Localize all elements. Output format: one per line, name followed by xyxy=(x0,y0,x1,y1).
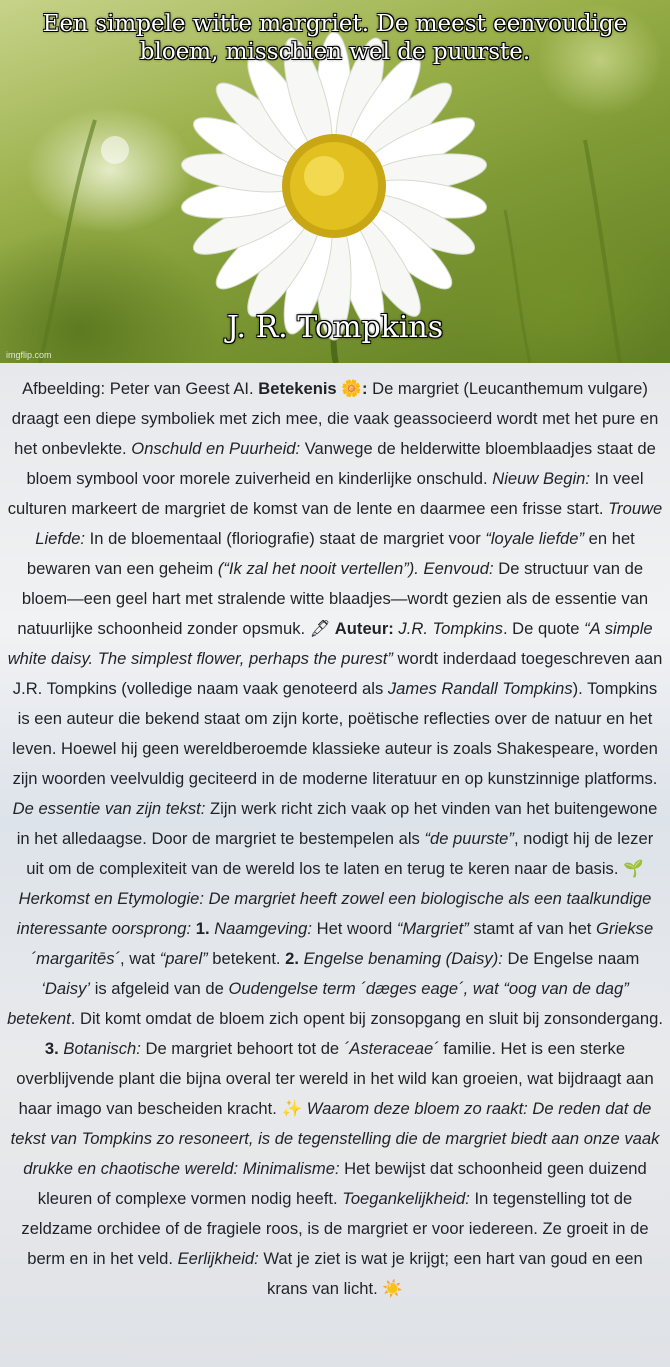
author-text-3: ). Tompkins is een auteur die bekend staat om zijn korte, poëtische reflecties over de natuur en het leven. Hoewel hij geen wereldberoemde klassieke auteur is zoals Shakespeare, worden zijn woorden veelvuldig geciteerd in de moderne literatuur en op kunstzinnige platforms. xyxy=(12,679,658,788)
image-author: J. R. Tompkins xyxy=(226,310,444,345)
access-label: Toegankelijkheid: xyxy=(342,1189,470,1208)
item1-text-3: , wat xyxy=(120,949,160,968)
essence-label: De essentie van zijn tekst: xyxy=(12,799,206,818)
origin-heading: Herkomst en Etymologie: De margriet heeft zowel een biologische als een taalkundige interessante oorsprong: xyxy=(16,889,652,938)
simplicity-label: Eenvoud: xyxy=(418,559,494,578)
item2-text-2: is afgeleid van de xyxy=(90,979,229,998)
new-beginning-text: In veel culturen markeert de margriet de komst van de lente en daarmee een frisse start. xyxy=(7,469,644,518)
author-quote: “A simple white daisy. The simplest flower, perhaps the purest” xyxy=(7,619,653,668)
item1-greek: Griekse ´margaritēs´ xyxy=(30,919,654,968)
item3-text-2: familie. Het is een sterke overblijvende plant die bijna overal ter wereld in het wild kan groeien, wat bijdraagt aan haar imago van bescheiden kracht. xyxy=(16,1039,654,1118)
item1-text-2: stamt af van het xyxy=(468,919,597,938)
loyal-love-quote: “loyale liefde” xyxy=(485,529,585,548)
why-text: Het bewijst dat schoonheid geen duizend kleuren of complexe vormen nodig heeft. xyxy=(37,1159,647,1208)
daisy-image xyxy=(0,0,670,363)
meaning-intro: De margriet (Leucanthemum vulgare) draagt een diepe symboliek met zich mee, die vaak geassocieerd wordt met het pure en het onbevlekte. xyxy=(11,379,659,458)
author-text: . De quote xyxy=(502,619,585,638)
item2-daisy: ‘Daisy’ xyxy=(41,979,91,998)
loyal-love-text-2: en het bewaren van een geheim xyxy=(26,529,635,578)
image-credit: Afbeelding: Peter van Geest AI. xyxy=(22,379,259,398)
author-full-name: James Randall Tompkins xyxy=(387,679,573,698)
sprout-emoji-icon: 🌱 xyxy=(623,859,644,878)
sparkle-emoji-icon: ✨ xyxy=(281,1099,303,1118)
item1-pearl: “parel” xyxy=(159,949,208,968)
article-text xyxy=(6,374,664,1304)
item3-number: 3. xyxy=(44,1039,59,1058)
item1-text: Het woord xyxy=(311,919,397,938)
loyal-love-label: Trouwe Liefde: xyxy=(35,499,663,548)
author-text-2: wordt inderdaad toegeschreven aan J.R. Tompkins (volledige naam vaak genoteerd als xyxy=(12,649,663,698)
honesty-label: Eerlijkheid: xyxy=(177,1249,259,1268)
author-name: J.R. Tompkins xyxy=(393,619,503,638)
honesty-text: Wat je ziet is wat je krijgt; een hart van goud en een krans van licht. xyxy=(258,1249,643,1298)
item2-text: De Engelse naam xyxy=(502,949,640,968)
meaning-heading: Betekenis xyxy=(258,379,337,398)
innocence-text: Vanwege de helderwitte bloemblaadjes staat de bloem symbool voor morele zuiverheid en kinderlijke onschuld. xyxy=(26,439,656,488)
item2-number: 2. xyxy=(285,949,299,968)
item1-number: 1. xyxy=(191,919,210,938)
item1-text-4: betekent. xyxy=(207,949,286,968)
sun-emoji-icon: ☀️ xyxy=(382,1279,403,1298)
essence-quote: “de puurste” xyxy=(424,829,514,848)
new-beginning-label: Nieuw Begin: xyxy=(492,469,591,488)
item2-label: Engelse benaming (Daisy): xyxy=(299,949,503,968)
pen-emoji-icon: 🖋 xyxy=(309,619,331,638)
image-caption: Een simpele witte margriet. De meest eenvoudige bloem, misschien wel de puurste. xyxy=(42,11,628,65)
author-heading: Auteur: xyxy=(330,619,394,638)
item3-label: Botanisch: xyxy=(58,1039,141,1058)
item1-quote: “Margriet” xyxy=(396,919,469,938)
daisy-emoji-icon: 🌼 xyxy=(341,379,362,398)
secret-quote: (“Ik zal het nooit vertellen”). xyxy=(217,559,419,578)
item3-family: ´Asteraceae´ xyxy=(343,1039,439,1058)
item1-label: Naamgeving: xyxy=(209,919,312,938)
loyal-love-text: In de bloementaal (floriografie) staat de margriet voor xyxy=(85,529,486,548)
item2-old-english: Oudengelse term ´dæges eage´, wat “oog van de dag” betekent xyxy=(7,979,629,1028)
meaning-colon: : xyxy=(361,379,368,398)
item3-text: De margriet behoort tot de xyxy=(140,1039,344,1058)
why-heading: Waarom deze bloem zo raakt: De reden dat de tekst van Tompkins zo resoneert, is de tegenstelling die de margriet biedt aan onze vaak drukke en chaotische wereld: Minimalisme: xyxy=(10,1099,660,1178)
simplicity-text: De structuur van de bloem—een geel hart met stralende witte blaadjes—wordt gezien als de essentie van natuurlijke schoonheid zonder opsmuk. xyxy=(17,559,649,638)
innocence-label: Onschuld en Puurheid: xyxy=(131,439,301,458)
item2-text-3: . Dit komt omdat de bloem zich opent bij zonsopgang en sluit bij zonsondergang. xyxy=(70,1009,663,1028)
essence-text: Zijn werk richt zich vaak op het vinden van het buitengewone in het alledaagse. Door de margriet te bestempelen als xyxy=(16,799,658,848)
access-text: In tegenstelling tot de zeldzame orchidee of de fragiele roos, is de margriet er voor iedereen. Ze groeit in de berm en in het veld. xyxy=(21,1189,649,1268)
essence-text-2: , nodigt hij de lezer uit om de complexiteit van de wereld los te laten en terug te keren naar de basis. xyxy=(26,829,654,878)
watermark: imgflip.com xyxy=(6,350,52,360)
